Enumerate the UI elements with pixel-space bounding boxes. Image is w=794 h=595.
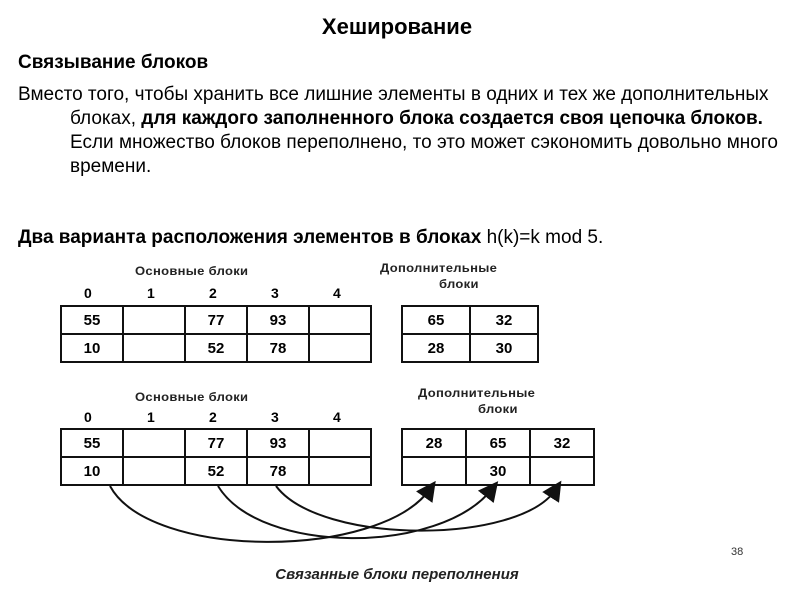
diagram1-main-cell: 93 <box>246 305 310 335</box>
paragraph-bold: для каждого заполненного блока создается своя цепочка блоков. <box>141 108 763 129</box>
diagram2-extra-label-2: блоки <box>478 401 518 416</box>
diagram-caption: Связанные блоки переполнения <box>275 566 519 583</box>
diagram1-index-3: 3 <box>271 285 279 301</box>
diagram2-extra-cell: 65 <box>465 428 531 458</box>
diagram1-main-cell: 77 <box>184 305 248 335</box>
diagram2-main-cell: 78 <box>246 456 310 486</box>
diagram1-main-label: Основные блоки <box>135 263 249 278</box>
diagram1-main-cell: 55 <box>60 305 124 335</box>
paragraph-part3: Если множество блоков переполнено, то это может сэкономить довольно много времени. <box>70 132 778 177</box>
slide-subtitle: Связывание блоков <box>18 52 209 73</box>
diagram2-main-cell: 93 <box>246 428 310 458</box>
diagram2-main-cell: 52 <box>184 456 248 486</box>
diagram1-index-0: 0 <box>84 285 92 301</box>
paragraph-part1: Вместо того, чтобы хранить все лишние элементы в одних и тех же дополнительных блоках, <box>18 84 769 129</box>
diagram2-extra-cell: 32 <box>529 428 595 458</box>
diagram1-main-cell: 78 <box>246 333 310 363</box>
link-row0-to-28 <box>110 486 430 542</box>
diagram2-index-2: 2 <box>209 409 217 425</box>
diagram1-main-cell: 52 <box>184 333 248 363</box>
diagram2-main-cell: 55 <box>60 428 124 458</box>
diagram1-index-2: 2 <box>209 285 217 301</box>
diagram1-index-1: 1 <box>147 285 155 301</box>
diagram2-index-3: 3 <box>271 409 279 425</box>
slide-title: Хеширование <box>321 14 473 39</box>
diagram2-main-cell: 77 <box>184 428 248 458</box>
diagram1-extra-cell: 30 <box>469 333 539 363</box>
diagram2-extra-cell: 30 <box>465 456 531 486</box>
diagram2-extra-cell: 28 <box>401 428 467 458</box>
diagram2-index-0: 0 <box>84 409 92 425</box>
diagram1-index-4: 4 <box>333 285 341 301</box>
diagram1-extra-cell: 65 <box>401 305 471 335</box>
diagram2-main-label: Основные блоки <box>135 389 249 404</box>
diagram1-extra-cell: 28 <box>401 333 471 363</box>
diagram2-index-1: 1 <box>147 409 155 425</box>
diagram1-extra-label-2: блоки <box>439 276 479 291</box>
page-number: 38 <box>731 546 744 558</box>
diagram1-extra-label-1: Дополнительные <box>380 260 498 275</box>
diagram1-main-cell: 10 <box>60 333 124 363</box>
variants-bold: Два варианта расположения элементов в блоках <box>18 227 482 248</box>
diagram2-extra-label-1: Дополнительные <box>418 385 536 400</box>
link-78-to-32 <box>276 486 556 531</box>
link-65-chain <box>440 486 492 504</box>
diagram1-extra-cell: 32 <box>469 305 539 335</box>
diagram2-index-4: 4 <box>333 409 341 425</box>
hash-function: h(k)=k mod 5. <box>486 227 604 248</box>
diagram2-main-cell: 10 <box>60 456 124 486</box>
